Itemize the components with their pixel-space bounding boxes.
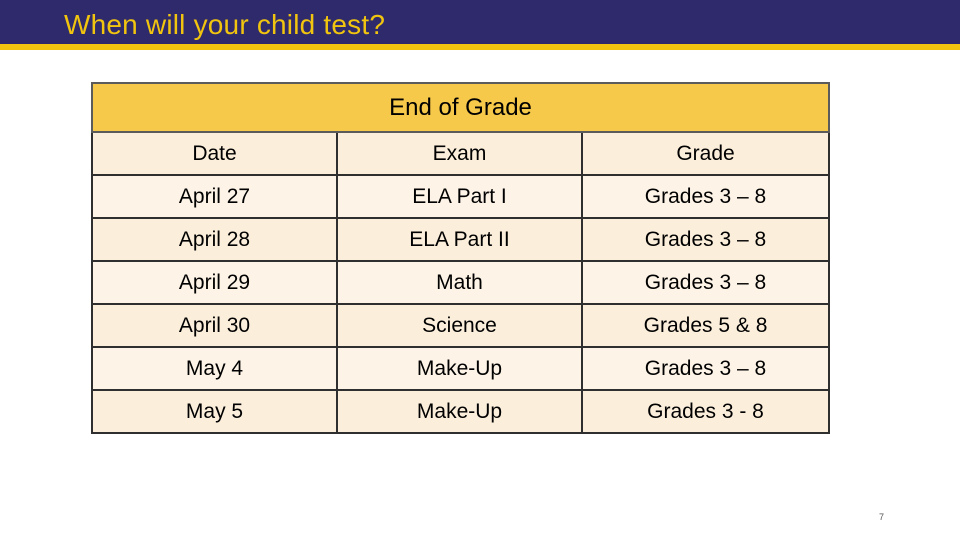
cell-exam: Math	[337, 261, 582, 304]
cell-date: May 4	[92, 347, 337, 390]
title-bar	[0, 0, 960, 46]
schedule-table	[91, 82, 830, 434]
cell-grade: Grades 3 – 8	[582, 261, 829, 304]
table-row	[92, 261, 829, 304]
cell-date: April 27	[92, 175, 337, 218]
column-header-grade: Grade	[582, 132, 829, 175]
cell-grade: Grades 3 – 8	[582, 347, 829, 390]
column-header-exam: Exam	[337, 132, 582, 175]
cell-exam: Make-Up	[337, 390, 582, 433]
cell-date: April 30	[92, 304, 337, 347]
cell-grade: Grades 3 - 8	[582, 390, 829, 433]
cell-grade: Grades 5 & 8	[582, 304, 829, 347]
cell-exam: ELA Part II	[337, 218, 582, 261]
schedule-table-container	[91, 82, 828, 434]
column-header-row	[92, 132, 829, 175]
column-header-date: Date	[92, 132, 337, 175]
table-title: End of Grade	[92, 83, 829, 132]
cell-exam: Make-Up	[337, 347, 582, 390]
cell-grade: Grades 3 – 8	[582, 218, 829, 261]
cell-date: April 28	[92, 218, 337, 261]
cell-date: May 5	[92, 390, 337, 433]
table-row	[92, 175, 829, 218]
cell-date: April 29	[92, 261, 337, 304]
page-number: 7	[879, 512, 885, 522]
table-row	[92, 390, 829, 433]
cell-exam: ELA Part I	[337, 175, 582, 218]
cell-grade: Grades 3 – 8	[582, 175, 829, 218]
table-row	[92, 218, 829, 261]
table-row	[92, 347, 829, 390]
cell-exam: Science	[337, 304, 582, 347]
table-row	[92, 304, 829, 347]
slide-title: When will your child test?	[64, 9, 386, 40]
